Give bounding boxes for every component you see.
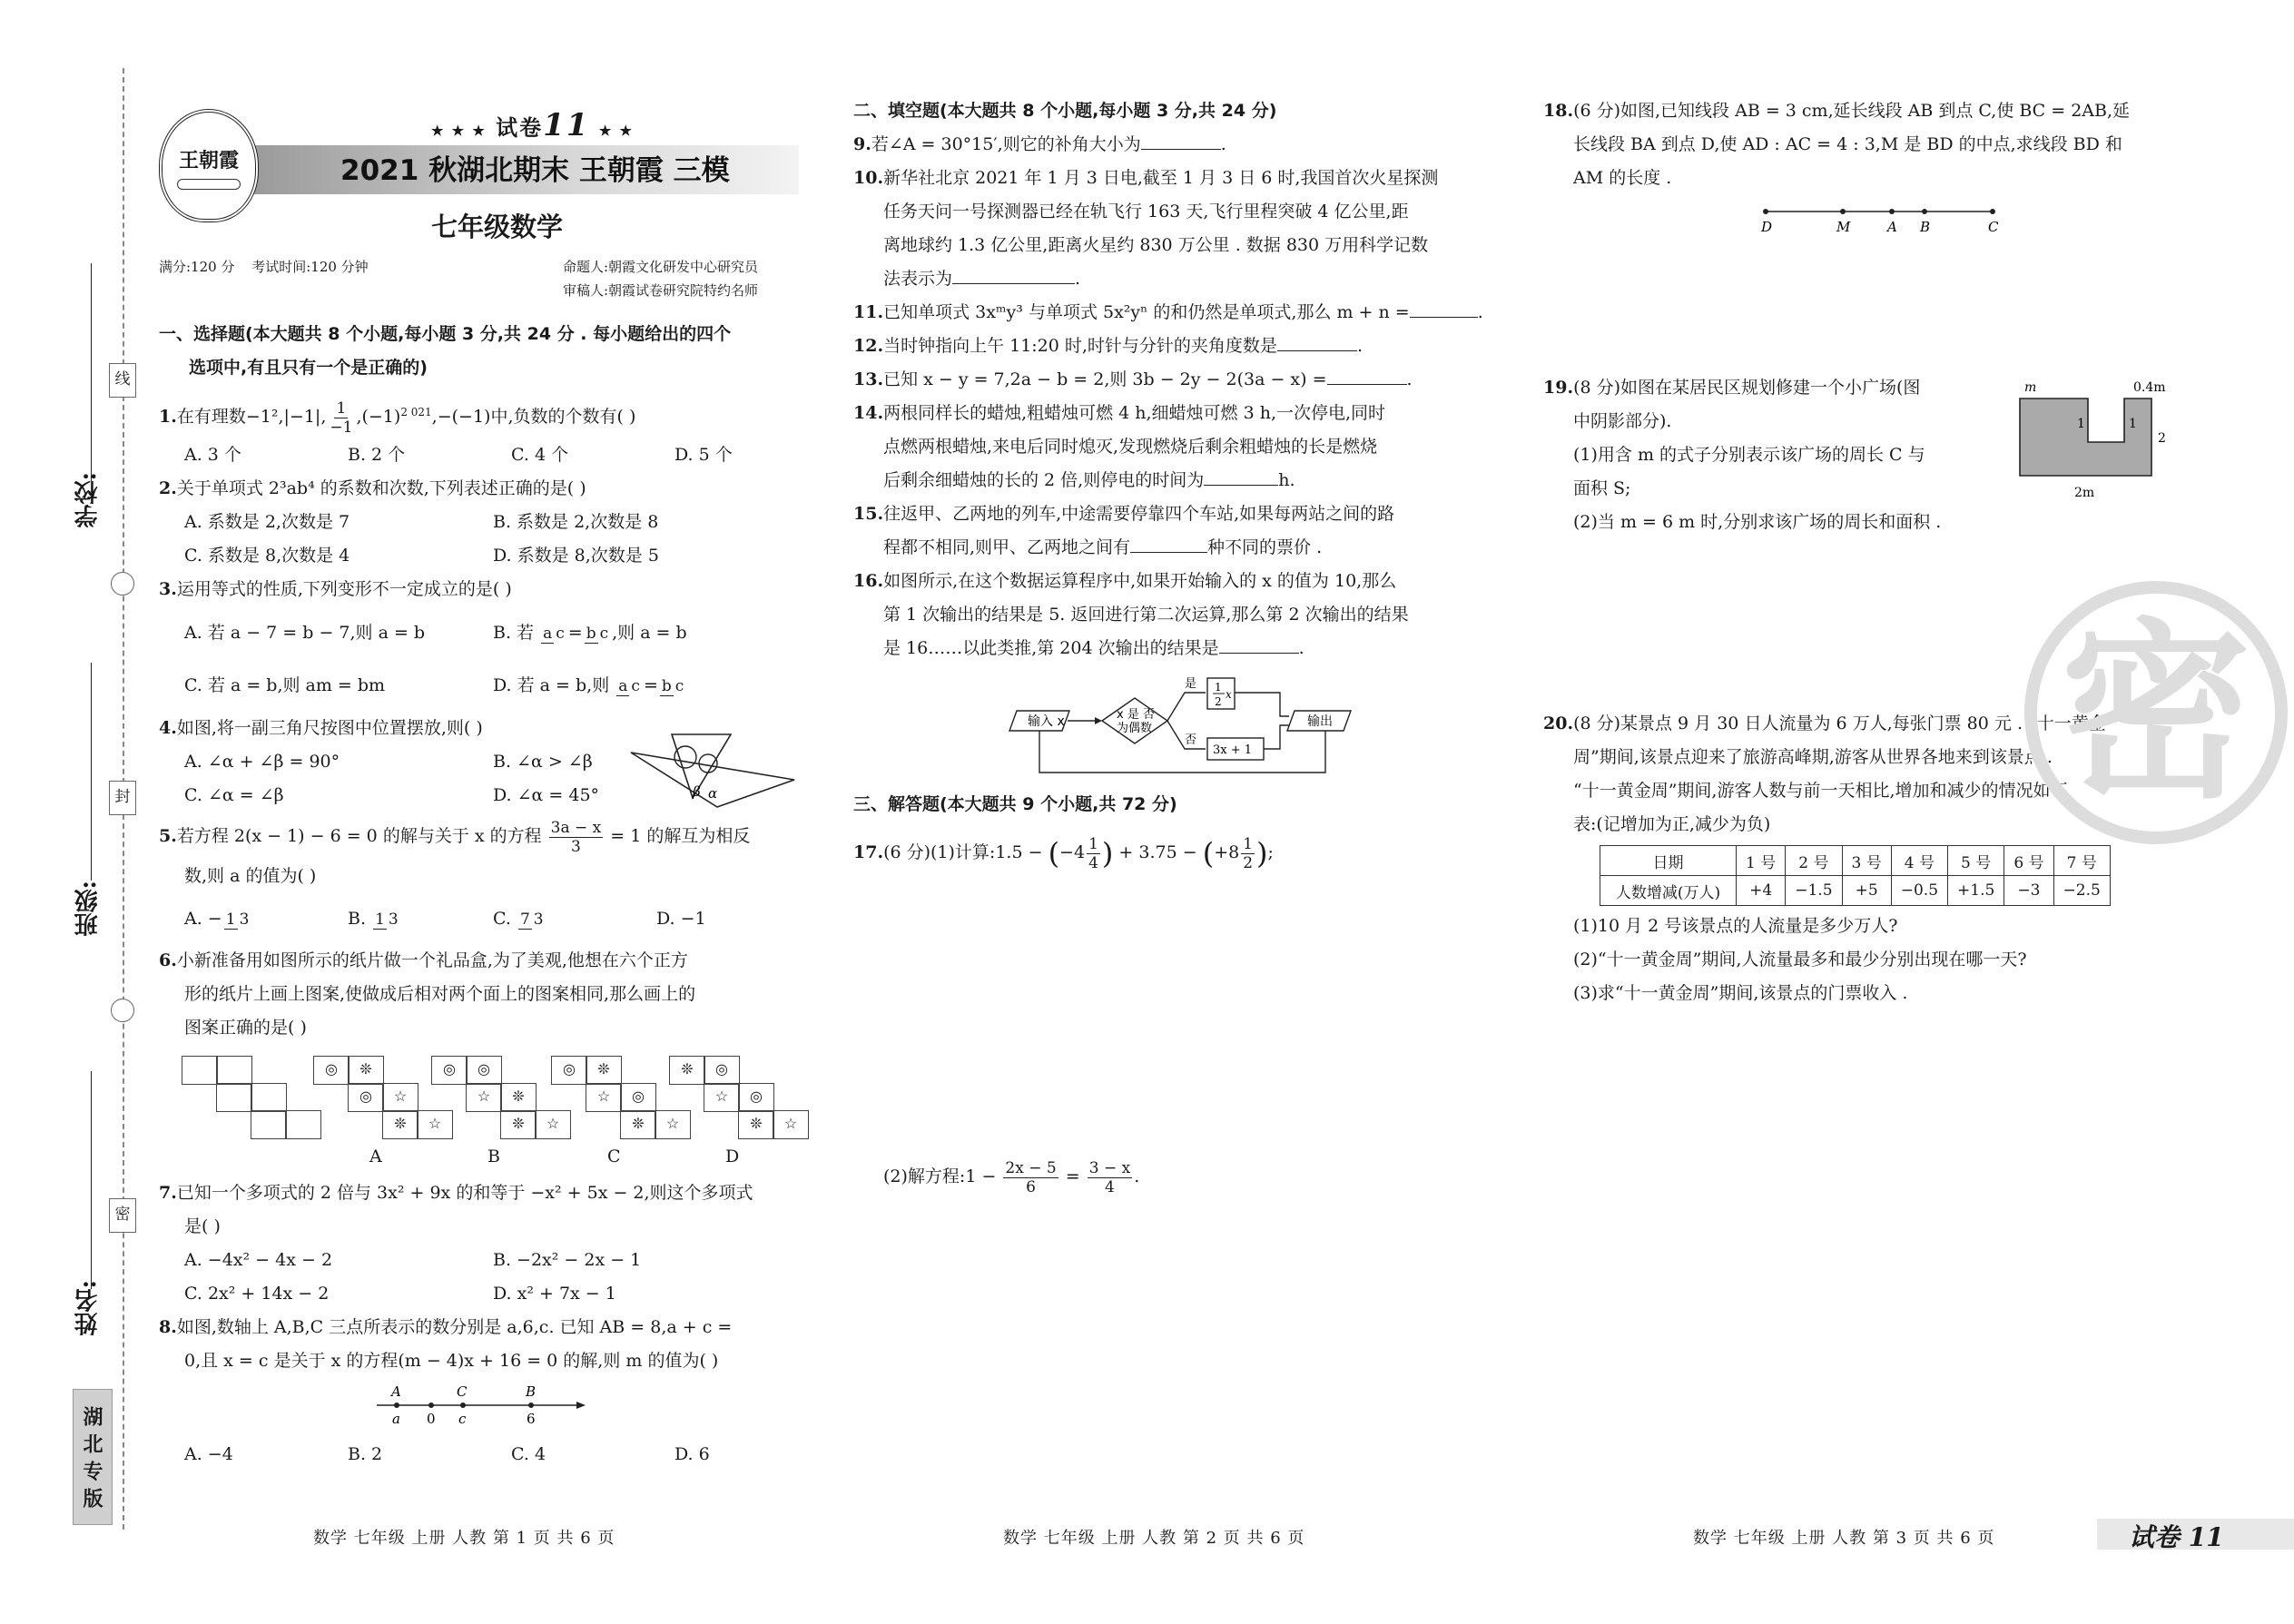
svg-text:A: A <box>391 1383 401 1400</box>
svg-text:C: C <box>1988 219 1999 235</box>
answer-blank[interactable] <box>1204 466 1278 486</box>
q8-number-line <box>159 1378 812 1432</box>
gutter-circle <box>111 999 134 1022</box>
question-5: 5.若方程 2(x − 1) − 6 = 0 的解与关于 x 的方程 $\frac{3a - x}{3}$ = 1 的解互为相反 <box>159 818 751 856</box>
svg-text:m: m <box>2024 380 2037 395</box>
question-6: 6.小新准备用如图所示的纸片做一个礼品盒,为了美观,他想在六个正方 <box>159 950 688 970</box>
section-2-title: 二、填空题(本大题共 8 个小题,每小题 3 分,共 24 分) <box>853 101 1277 121</box>
svg-text:1: 1 <box>1215 681 1222 694</box>
visitor-table <box>1600 845 2111 906</box>
q6-figures: ◎ ❊ ◎ ☆ ❊ ☆ A ◎ ◎ ☆ ❊ ❊ ☆ B ◎ ❊ ☆ ◎ ❊ ☆ C ❊ ◎ ☆ ◎ ❊ ☆ D <box>159 1045 812 1176</box>
gutter-mark-seal: 封 <box>109 781 136 815</box>
question-15: 15.往返甲、乙两地的列车,中途需要停靠四个车站,如果每两站之间的路 <box>853 504 1395 524</box>
question-19: 19.(8 分)如图在某居民区规划修建一个小广场(图 中阴影部分). (1)用含 m 的式子分别表示该广场的周长 C 与 面积 S; (2)当 m = 6 m 时,分别求该广场的周长和面积 . m 0.4m 1 1 2 2m <box>1543 371 2197 544</box>
question-18: 18.(6 分)如图,已知线段 AB = 3 cm,延长线段 AB 到点 C,使 BC = 2AB,延 <box>1543 101 2131 121</box>
name-label: 姓名: <box>74 1280 102 1336</box>
svg-text:0.4m: 0.4m <box>2133 380 2166 395</box>
svg-text:c: c <box>458 1411 467 1427</box>
svg-text:2: 2 <box>2158 431 2166 446</box>
question-16: 16.如图所示,在这个数据运算程序中,如果开始输入的 x 的值为 10,那么 <box>853 571 1397 591</box>
svg-text:D: D <box>1761 219 1773 235</box>
secret-watermark: 密 <box>2024 581 2288 844</box>
question-9: 9.若∠A = 30°15′,则它的补角大小为 . <box>853 128 1507 162</box>
binding-gutter <box>0 0 136 1624</box>
column-2: 二、填空题(本大题共 8 个小题,每小题 3 分,共 24 分) 9.若∠A = 30°15′,则它的补角大小为 . 10.新华社北京 2021 年 1 月 3 日电,截至 1 月 3 日 6 时,我国首次火星探测 任务天问一号探测器已经在轨飞行 163 天,飞行里程突破 4 亿公里,距 离地球约 1.3 亿公里,距离火星约 830 万公里 . 数据 830 万用科学记数 法表示为 . 11.已知单项式 3xᵐy³ 与单项式 5x²yⁿ 的和仍然是单项式,那么 m + n = . 12.当时钟指向上午 11:20 时,时针与分针的夹角度数是 . 13.已知 x − y = 7,2a − b = 2,则 3b − 2y − 2(3a − x) = . 14.两根同样长的蜡烛,粗蜡烛可燃 4 h,细蜡烛可燃 3 h,一次停电,同时 点燃两根蜡烛,来电后同时熄灭,发现燃烧后剩余粗蜡烛的长是燃烧 后剩余细蜡烛的长的 2 倍,则停电的时间为 h. 15.往返甲、乙两地的列车,中途需要停靠四个车站,如果每两站之间的路 程都不相同,则甲、乙两地之间有 种不同的票价 . 16.如图所示,在这个数据运算程序中,如果开始输入的 x 的值为 10,那么 第 1 次输出的结果是 5. 返回进行第二次运算,那么第 2 次输出的结果 是 16……以此类推,第 204 次输出的结果是 . 输入 x x 是 否 为偶数 是 否 1 2 x 3x + 1 输出 三、解答题(本大题共 9 个小题,共 72 分) 17.(6 分)(1)计算:1.5 − (−4 $\frac{1}{4}$ ) + 3.75 − (+8 $\frac{1}{2}$ ); (2)解方程:1 − $\frac{2x - 5}{6}$ = $\frac{3 - x}{4}$ . <box>853 94 1507 1202</box>
svg-text:B: B <box>526 1383 537 1400</box>
question-7: 7.已知一个多项式的 2 倍与 3x² + 9x 的和等于 −x² + 5x − 2,则这个多项式 <box>159 1183 753 1203</box>
subject-title: 七年级数学 <box>431 212 564 242</box>
svg-text:0: 0 <box>427 1411 436 1427</box>
school-label: 学校: <box>74 472 102 528</box>
svg-text:是: 是 <box>1185 677 1197 691</box>
footer-tag: 试卷 11 <box>2129 1522 2224 1552</box>
column-1: 一、选择题(本大题共 8 个小题,每小题 3 分,共 24 分 . 每小题给出的四个 选项中,有且只有一个是正确的) 1.在有理数−1²,|−1|, $\frac{1}{-1}$ $,(-1)^{2 021},-(-1)$中,负数的个数有( ) A. 3 个 B. 2 个 C. 4 个 D. 5 个 2.关于单项式 2³ab⁴ 的系数和次数,下列表述正确的是( ) A. 系数是 2,次数是 7 B. 系数是 2,次数是 8 C. 系数是 8,次数是 4 D. 系数是 8,次数是 5 3.运用等式的性质,下列变形不一定成立的是( ) A. 若 a − 7 = b − 7,则 a = b B. 若 a c = b c ,则 a = b C. 若 a = b,则 am = bm D. 若 a = b,则 a c = b c 4.如图,将一副三角尺按图中位置摆放,则( ) A. ∠α + ∠β = 90° B. ∠α > ∠β C. ∠α = ∠β D. ∠α = 45° β α 5.若方程 2(x − 1) − 6 = 0 的解与关于 x 的方程 $\frac{3a - x}{3}$ = 1 的解互为相反 数,则 a 的值为( ) A. − 1 3 B. 1 3 C. 7 3 D. −1 6.小新准备用如图所示的纸片做一个礼品盒,为了美观,他想在六个正方 形的纸片上画上图案,使做成后相对两个面上的图案相同,那么画上的 图案正确的是( ) ◎ ❊ ◎ ☆ ❊ ☆ A ◎ ◎ ☆ ❊ ❊ ☆ B ◎ ❊ ☆ ◎ ❊ ☆ C ❊ ◎ ☆ ◎ ❊ ☆ D 7.已知一个多项式的 2 倍与 3x² + 9x 的和等于 −x² + 5x − 2,则这个多项式 是( ) A. −4x² − 4x − 2 B. −2x² − 2x − 1 C. 2x² + 14x − 2 D. x² + 7x − 1 8.如图,数轴上 A,B,C 三点所表示的数分别是 a,6,c. 已知 AB = 8,a + c = 0,且 x = c 是关于 x 的方程(m − 4)x + 16 = 0 的解,则 m 的值为( ) A C B a 0 c 6 A. −4 B. 2 C. 4 D. 6 <box>159 318 812 1471</box>
footer-page-1: 数学 七年级 上册 人教 第 1 页 共 6 页 <box>313 1529 615 1548</box>
svg-text:B: B <box>1920 219 1931 235</box>
question-11: 11.已知单项式 3xᵐy³ 与单项式 5x²yⁿ 的和仍然是单项式,那么 m + n = . <box>853 296 1507 330</box>
question-8: 8.如图,数轴上 A,B,C 三点所表示的数分别是 a,6,c. 已知 AB = 8,a + c = <box>159 1317 733 1337</box>
svg-text:x: x <box>1226 688 1232 701</box>
svg-text:β: β <box>693 783 701 800</box>
badge: ★ ★ ★ 试卷11 ★ ★ <box>431 107 634 143</box>
gutter-mark-line: 线 <box>109 363 136 398</box>
section-1-title: 一、选择题(本大题共 8 个小题,每小题 3 分,共 24 分 . 每小题给出的四个 <box>159 324 732 344</box>
svg-text:2m: 2m <box>2074 486 2095 500</box>
question-1: 1.在有理数−1²,|−1|, $\frac{1}{-1}$ $,(-1)^{2 021},-(-1)$中,负数的个数有( ) <box>159 399 636 437</box>
answer-blank[interactable] <box>1130 533 1207 553</box>
q1-options: A. 3 个 B. 2 个 C. 4 个 D. 5 个 <box>184 445 733 465</box>
reviewer: 审稿人:朝霞试卷研究院特约名师 <box>563 282 759 299</box>
logo-seal: 王朝霞 <box>159 109 259 222</box>
svg-text:2: 2 <box>1215 695 1222 708</box>
q18-segment-figure <box>1543 195 2197 241</box>
triangle-rulers-figure <box>622 725 803 812</box>
svg-text:输入 x: 输入 x <box>1028 714 1065 729</box>
answer-blank[interactable] <box>1141 130 1221 150</box>
question-14: 14.两根同样长的蜡烛,粗蜡烛可燃 4 h,细蜡烛可燃 3 h,一次停电,同时 <box>853 403 1386 423</box>
question-2: 2.关于单项式 2³ab⁴ 的系数和次数,下列表述正确的是( ) <box>159 478 586 498</box>
svg-text:C: C <box>457 1383 468 1400</box>
answer-blank[interactable] <box>952 264 1075 284</box>
question-4: 4.如图,将一副三角尺按图中位置摆放,则( ) <box>159 718 483 738</box>
svg-text:否: 否 <box>1185 733 1197 747</box>
question-20: 20.(8 分)某景点 9 月 30 日人流量为 6 万人,每张门票 80 元 . “十一黄金 周”期间,该景点迎来了旅游高峰期,游客从世界各地来到该景点 . “十一黄金周”期间,游客人数与前一天相比,增加和减少的情况如下 表:(记增加为正,减少为负) 日期 1 号 2 号 3 号 4 号 5 号 6 号 7 号 人数增减(万人) +4 −1.5 +5 −0.5 +1.5 −3 −2.5 (1)10 月 2 号该景点的人流量是多少万人? (2)“十一黄金周”期间,人流量最多和最少分别出现在哪一天? (3)求“十一黄金周”期间,该景点的门票收入 . <box>1543 707 2197 1010</box>
table-header-row: 日期 1 号 2 号 3 号 4 号 5 号 6 号 7 号 <box>1600 846 2111 876</box>
column-3: 18.(6 分)如图,已知线段 AB = 3 cm,延长线段 AB 到点 C,使 BC = 2AB,延 长线段 BA 到点 D,使 AD : AC = 4 : 3,M 是 BD 的中点,求线段 BD 和 AM 的长度 . D M A B C 19.(8 分)如图在某居民区规划修建一个小广场(图 中阴影部分). (1)用含 m 的式子分别表示该广场的周长 C 与 面积 S; (2)当 m = 6 m 时,分别求该广场的周长和面积 . m 0.4m 1 1 2 2m 20.(8 分)某景点 9 月 30 日人流量为 6 万人,每张门票 80 元 . “十一黄金 周”期间,该景点迎来了旅游高峰期,游客从世界各地来到该景点 . “十一黄金周”期间,游客人数与前一天相比,增加和减少的情况如下 表:(记增加为正,减少为负) 日期 1 号 2 号 3 号 4 号 5 号 6 号 7 号 人数增减(万人) +4 −1.5 +5 −0.5 +1.5 −3 −2.5 (1)10 月 2 号该景点的人流量是多少万人? (2)“十一黄金周”期间,人流量最多和最少分别出现在哪一天? (3)求“十一黄金周”期间,该景点的门票收入 . <box>1543 94 2197 1010</box>
question-13: 13.已知 x − y = 7,2a − b = 2,则 3b − 2y − 2(3a − x) = . <box>853 363 1507 397</box>
answer-blank[interactable] <box>1219 634 1299 654</box>
gutter-circle <box>111 572 134 595</box>
question-17: 17.(6 分)(1)计算:1.5 − (−4 $\frac{1}{4}$ ) + 3.75 − (+8 $\frac{1}{2}$ ); <box>853 834 1274 872</box>
exam-title: 2021 秋湖北期末 王朝霞 三模 <box>340 154 730 187</box>
q16-flowchart <box>853 665 1507 779</box>
full-score: 满分:120 分 <box>159 259 235 275</box>
gutter-mark-tight: 密 <box>109 1198 136 1233</box>
svg-text:为偶数: 为偶数 <box>1117 722 1153 735</box>
plaza-figure <box>2006 371 2188 507</box>
question-12: 12.当时钟指向上午 11:20 时,时针与分针的夹角度数是 . <box>853 330 1507 363</box>
answer-blank[interactable] <box>1410 298 1478 318</box>
answer-blank[interactable] <box>1327 365 1407 385</box>
section-3-title: 三、解答题(本大题共 9 个小题,共 72 分) <box>853 794 1177 814</box>
svg-text:α: α <box>708 785 718 802</box>
svg-text:x 是 否: x 是 否 <box>1117 708 1155 722</box>
footer-page-2: 数学 七年级 上册 人教 第 2 页 共 6 页 <box>1003 1529 1305 1548</box>
region-badge: 湖北专版 <box>73 1389 113 1525</box>
question-3: 3.运用等式的性质,下列变形不一定成立的是( ) <box>159 579 512 599</box>
svg-text:6: 6 <box>527 1411 536 1427</box>
footer-page-3: 数学 七年级 上册 人教 第 3 页 共 6 页 <box>1693 1529 1995 1548</box>
svg-text:1: 1 <box>2077 417 2085 431</box>
author: 命题人:朝霞文化研发中心研究员 <box>563 259 759 275</box>
svg-text:M: M <box>1836 219 1851 235</box>
svg-text:输出: 输出 <box>1307 714 1333 729</box>
answer-blank[interactable] <box>1277 331 1357 351</box>
exam-time: 考试时间:120 分钟 <box>251 259 369 275</box>
svg-text:3x + 1: 3x + 1 <box>1213 743 1253 757</box>
table-row: 人数增减(万人) +4 −1.5 +5 −0.5 +1.5 −3 −2.5 <box>1600 876 2111 906</box>
svg-text:1: 1 <box>2129 417 2137 431</box>
question-17-part-2: (2)解方程:1 − $\frac{2x - 5}{6}$ = $\frac{3 - x}{4}$ . <box>883 1158 1140 1196</box>
svg-text:a: a <box>392 1411 400 1427</box>
class-label: 班级: <box>74 881 102 937</box>
question-10: 10.新华社北京 2021 年 1 月 3 日电,截至 1 月 3 日 6 时,我国首次火星探测 <box>853 168 1439 188</box>
exam-header <box>159 100 812 242</box>
svg-text:A: A <box>1887 219 1897 235</box>
